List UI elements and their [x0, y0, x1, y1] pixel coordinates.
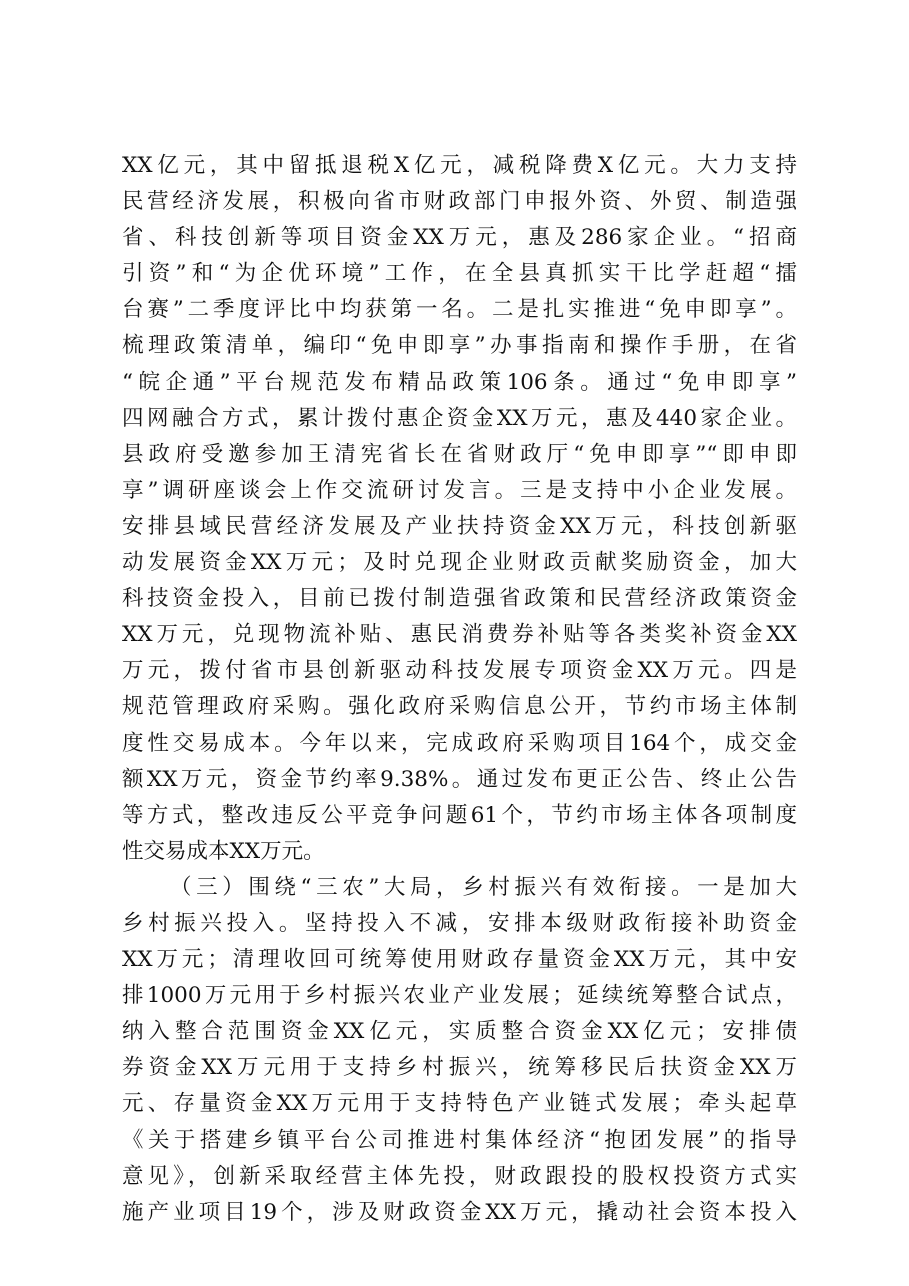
text-line: 享”调研座谈会上作交流研讨发言。三是支持中小企业发展。: [122, 477, 797, 503]
text-line: 县政府受邀参加王清宪省长在省财政厅“免申即享”“即申即: [122, 441, 797, 467]
text-line: 动发展资金XX万元；及时兑现企业财政贡献奖励资金，加大: [122, 550, 797, 576]
text-line: 引资”和“为企优环境”工作，在全县真抓实干比学赶超“擂: [122, 261, 797, 287]
text-line: 省、科技创新等项目资金XX万元，惠及286家企业。“招商: [122, 225, 797, 251]
text-line: 度性交易成本。今年以来，完成政府采购项目164个，成交金: [122, 730, 797, 756]
text-line: 科技资金投入，目前已拨付制造强省政策和民营经济政策资金: [122, 586, 797, 612]
text-line: XX万元；清理收回可统筹使用财政存量资金XX万元，其中安: [122, 947, 797, 973]
text-line: 台赛”二季度评比中均获第一名。二是扎实推进“免申即享”。: [122, 297, 797, 323]
text-line: 四网融合方式，累计拨付惠企资金XX万元，惠及440家企业。: [122, 405, 797, 431]
text-line: 排1000万元用于乡村振兴农业产业发展；延续统筹整合试点，: [122, 983, 797, 1009]
text-line: 规范管理政府采购。强化政府采购信息公开，节约市场主体制: [122, 694, 797, 720]
text-line: 意见》，创新采取经营主体先投，财政跟投的股权投资方式实: [122, 1163, 797, 1189]
text-line: 梳理政策清单，编印“免申即享”办事指南和操作手册，在省: [122, 333, 797, 359]
section-heading-line: （三）围绕“三农”大局，乡村振兴有效衔接。一是加大: [170, 874, 797, 900]
text-line: 《关于搭建乡镇平台公司推进村集体经济“抱团发展”的指导: [122, 1127, 797, 1153]
text-line: 纳入整合范围资金XX亿元，实质整合资金XX亿元；安排债: [122, 1019, 797, 1045]
text-line: 民营经济发展，积极向省市财政部门申报外资、外贸、制造强: [122, 189, 797, 215]
text-line: 性交易成本XX万元。: [122, 838, 325, 864]
text-line: “皖企通”平台规范发布精品政策106条。通过“免申即享”: [122, 369, 797, 395]
document-body: [122, 148, 797, 1231]
text-line: 施产业项目19个，涉及财政资金XX万元，撬动社会资本投入: [122, 1199, 797, 1225]
text-line: XX亿元，其中留抵退税X亿元，减税降费X亿元。大力支持: [122, 153, 797, 178]
text-line: 万元，拨付省市县创新驱动科技发展专项资金XX万元。四是: [122, 658, 797, 684]
paragraph-2: [122, 870, 797, 1231]
text-line: 等方式，整改违反公平竞争问题61个，节约市场主体各项制度: [122, 802, 797, 828]
text-line: 券资金XX万元用于支持乡村振兴，统筹移民后扶资金XX万: [122, 1055, 797, 1081]
text-line: 额XX万元，资金节约率9.38%。通过发布更正公告、终止公告: [122, 766, 797, 792]
text-line: XX万元，兑现物流补贴、惠民消费券补贴等各类奖补资金XX: [122, 622, 797, 648]
paragraph-1: [122, 148, 797, 870]
text-line: 乡村振兴投入。坚持投入不减，安排本级财政衔接补助资金: [122, 910, 797, 936]
text-line: 元、存量资金XX万元用于支持特色产业链式发展；牵头起草: [122, 1091, 797, 1117]
text-line: 安排县域民营经济发展及产业扶持资金XX万元，科技创新驱: [122, 513, 797, 539]
